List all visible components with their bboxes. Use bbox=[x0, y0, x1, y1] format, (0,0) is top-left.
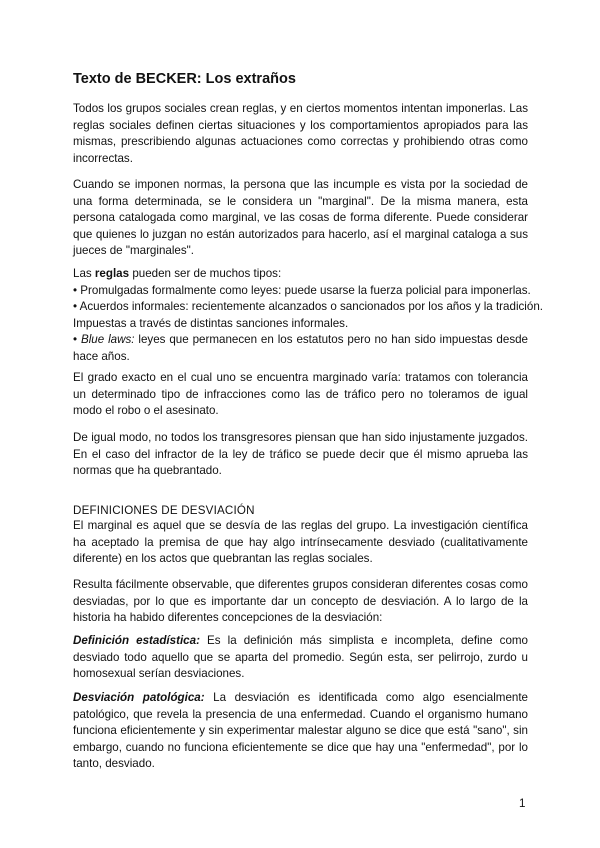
blue-laws-term: Blue laws: bbox=[80, 333, 135, 346]
paragraph-marginal-definition: El marginal es aquel que se desvía de las reglas del grupo. La investigación científica ha aceptado la premisa de que hay algo intrínsecamente desviado (cualitativamente diferente) en los actos que quebrantan las reglas sociales. bbox=[73, 519, 528, 565]
paragraph-degree: El grado exacto en el cual uno se encuentra marginado varía: tratamos con tolerancia un determinado tipo de infracciones como las de tráfico pero no toleramos de igual modo el robo o el asesinato. bbox=[73, 371, 528, 417]
rule-bullet-informal: • Acuerdos informales: recientemente alcanzados o sancionados por los años y la tradición. bbox=[73, 300, 544, 313]
document-title: Texto de BECKER: Los extraños bbox=[73, 71, 296, 87]
rule-bullet-informal-cont: Impuestas a través de distintas sanciones informales. bbox=[73, 316, 349, 330]
rule-bullet-laws: • Promulgadas formalmente como leyes: puede usarse la fuerza policial para imponerlas. bbox=[73, 283, 531, 297]
definition-pathological-term: Desviación patológica: bbox=[73, 691, 205, 704]
definition-statistical: Definición estadística: Es la definición más simplista e incompleta, define como desviado todo aquello que se aparta del promedio. Según esta, ser pelirrojo, zurdo u homosexual serían desviaciones. bbox=[73, 634, 528, 680]
rules-bold-term: reglas bbox=[94, 267, 130, 280]
paragraph-concepts: Resulta fácilmente observable, que diferentes grupos consideran diferentes cosas como desviadas, por lo que es importante dar un concepto de desviación. A lo largo de la historia ha habido diferentes concepciones de la desviación: bbox=[73, 578, 528, 624]
definition-statistical-term: Definición estadística: bbox=[73, 634, 200, 647]
paragraph-transgressors: De igual modo, no todos los transgresores piensan que han sido injustamente juzgados. En el caso del infractor de la ley de tráfico se puede decir que él mismo aprueba las normas que ha quebrantado. bbox=[73, 431, 528, 477]
rules-intro: Las reglas pueden ser de muchos tipos: bbox=[73, 267, 282, 280]
paragraph-intro: Todos los grupos sociales crean reglas, y en ciertos momentos intentan imponerlas. Las reglas sociales definen ciertas situaciones y los comportamientos apropiados para las mismas, prescribiendo algunas actuaciones como correctas y prohibiendo otras como incorrectas. bbox=[73, 102, 528, 165]
section-heading: DEFINICIONES DE DESVIACIÓN bbox=[73, 504, 255, 517]
page-number: 1 bbox=[519, 797, 526, 810]
rule-bullet-blue-laws: • Blue laws: leyes que permanecen en los estatutos pero no han sido impuestas desde hace años. bbox=[73, 333, 529, 363]
paragraph-marginal: Cuando se imponen normas, la persona que las incumple es vista por la sociedad de una forma determinada, se le considera un "marginal". De la misma manera, esta persona catalogada como marginal, ve las cosas de forma diferente. Puede considerar que quienes lo juzgan no están autorizados para hacerlo, así el marginal cataloga a sus jueces de "marginales". bbox=[73, 178, 528, 257]
rules-list bbox=[73, 266, 544, 365]
definition-pathological: Desviación patológica: La desviación es identificada como algo esencialmente patológico, que revela la presencia de una enfermedad. Cuando el organismo humano funciona eficientemente y sin experimentar malestar alguno se dice que está "sano", sin embargo, cuando no funciona eficientemente se dice que hay una "enfermedad", por lo tanto, desviado. bbox=[73, 691, 529, 770]
